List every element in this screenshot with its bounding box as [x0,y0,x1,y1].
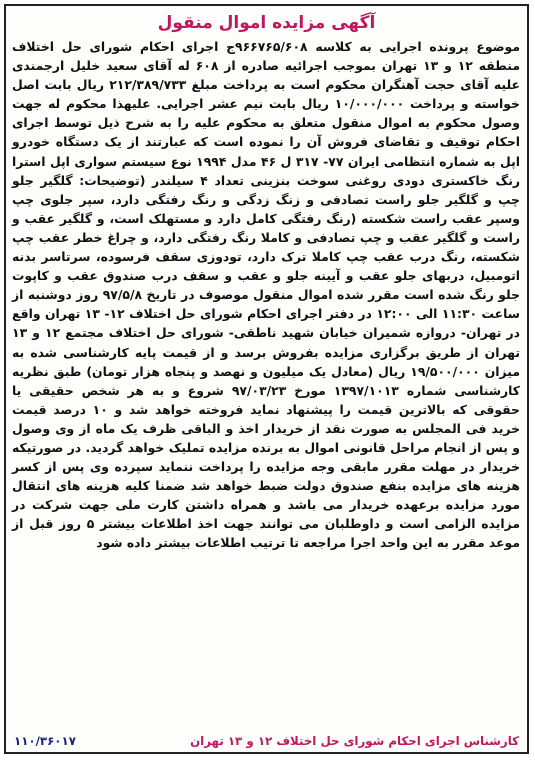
notice-body: موضوع پرونده اجرایی به کلاسه ۹۶۶۷۶۵/۶۰۸ج اجرای احکام شورای حل اختلاف منطقه ۱۲ و ۱۳ تهران بموجب اجرائیه صادره از ۶۰۸ له آقای سعید خلیل ارجمندی علیه آقای حجت آهنگران محکوم است به پرداخت مبلغ ۲۱۲/۳۸۹/۷۳۳ ریال بابت اصل خواسته و پرداخت ۱۰/۰۰۰/۰۰۰ ریال بابت نیم عشر اجرایی. علیهذا محکوم له جهت وصول محکوم به اموال منقول متعلق به محکوم علیه را به شرح ذیل توسط اجرای احکام توقیف و تقاضای فروش آن را نموده است که عبارتند از یک دستگاه خودرو اپل به شماره انتظامی ایران ۷۷- ۳۱۷ ل ۴۶ مدل ۱۹۹۴ نوع سیستم سواری اپل استرا رنگ خاکستری دودی روغنی سوخت بنزینی تعداد ۴ سیلندر (توضیحات: گلگیر جلو چپ و گلگیر جلو راست تصادفی و زنگ زدگی و رنگ رفتگی دارد، سپر جلوی چپ وسپر عقب راست شکسته (رنگ رفتگی کامل دارد و مستهلک است، و گلگیر عقب و راست و گلگیر عقب و چپ تصادفی و کاملا رنگ رفتگی دارد، و چراغ خطر عقب چپ شکسته، رنگ درب عقب چپ کاملا ترک دارد، تودوزی سقف فرسوده، سرتاسر بدنه اتومبیل، دربهای جلو عقب و آیینه جلو و عقب و سقف درب صندوق عقب و کاپوت جلو رنگ شده است مقرر شده اموال منقول موصوف در تاریخ ۹۷/۵/۸ روز دوشنبه از ساعت ۱۱:۳۰ الی ۱۲:۰۰ در دفتر اجرای احکام شورای حل اختلاف ۱۲- ۱۳ تهران واقع در تهران- دروازه شمیران خیابان شهید ناطقی- شورای حل اختلاف مجتمع ۱۲ و ۱۳ تهران از طریق برگزاری مزایده بفروش برسد و از قیمت پایه کارشناسی شده به میزان ۱۹/۵۰۰/۰۰۰ ریال (معادل یک میلیون و نهصد و پنجاه هزار تومان) طبق نظریه کارشناسی شماره ۱۳۹۷/۱۰۱۳ مورخ ۹۷/۰۳/۲۳ شروع و به هر شخص حقیقی یا حقوقی که بالاترین قیمت را پیشنهاد نماید فروخته خواهد شد و ۱۰ درصد قیمت خرید فی المجلس به صورت نقد از خریدار اخذ و الباقی ظرف یک ماه از وی وصول و پس از انجام مراحل قانونی اموال به برنده مزایده تملیک خواهد گردید. در صورتیکه خریدار در مهلت مقرر مابقی وجه مزایده را پرداخت ننماید سپرده وی پس از کسر هزینه های مزایده بنفع صندوق دولت ضبط خواهد شد ضمنا کلیه هزینه های انتقال مورد مزایده برعهده خریدار می باشد و همراه داشتن کارت ملی جهت شرکت در مزایده الزامی است و داوطلبان می توانند جهت اخذ اطلاعات بیشتر ۵ روز قبل از موعد مقرر به این واحد اجرا مراجعه تا ترتیب اطلاعات بیشتر داده شود [12,39,521,551]
signature: کارشناس اجرای احکام شورای حل اختلاف ۱۲ و ۱۳ تهران [190,734,519,748]
notice-footer [6,734,527,748]
notice-title: آگهی مزایده اموال منقول [157,13,376,33]
reference-code: ۱۱۰/۳۶۰۱۷ [14,734,76,748]
auction-notice [4,4,529,754]
